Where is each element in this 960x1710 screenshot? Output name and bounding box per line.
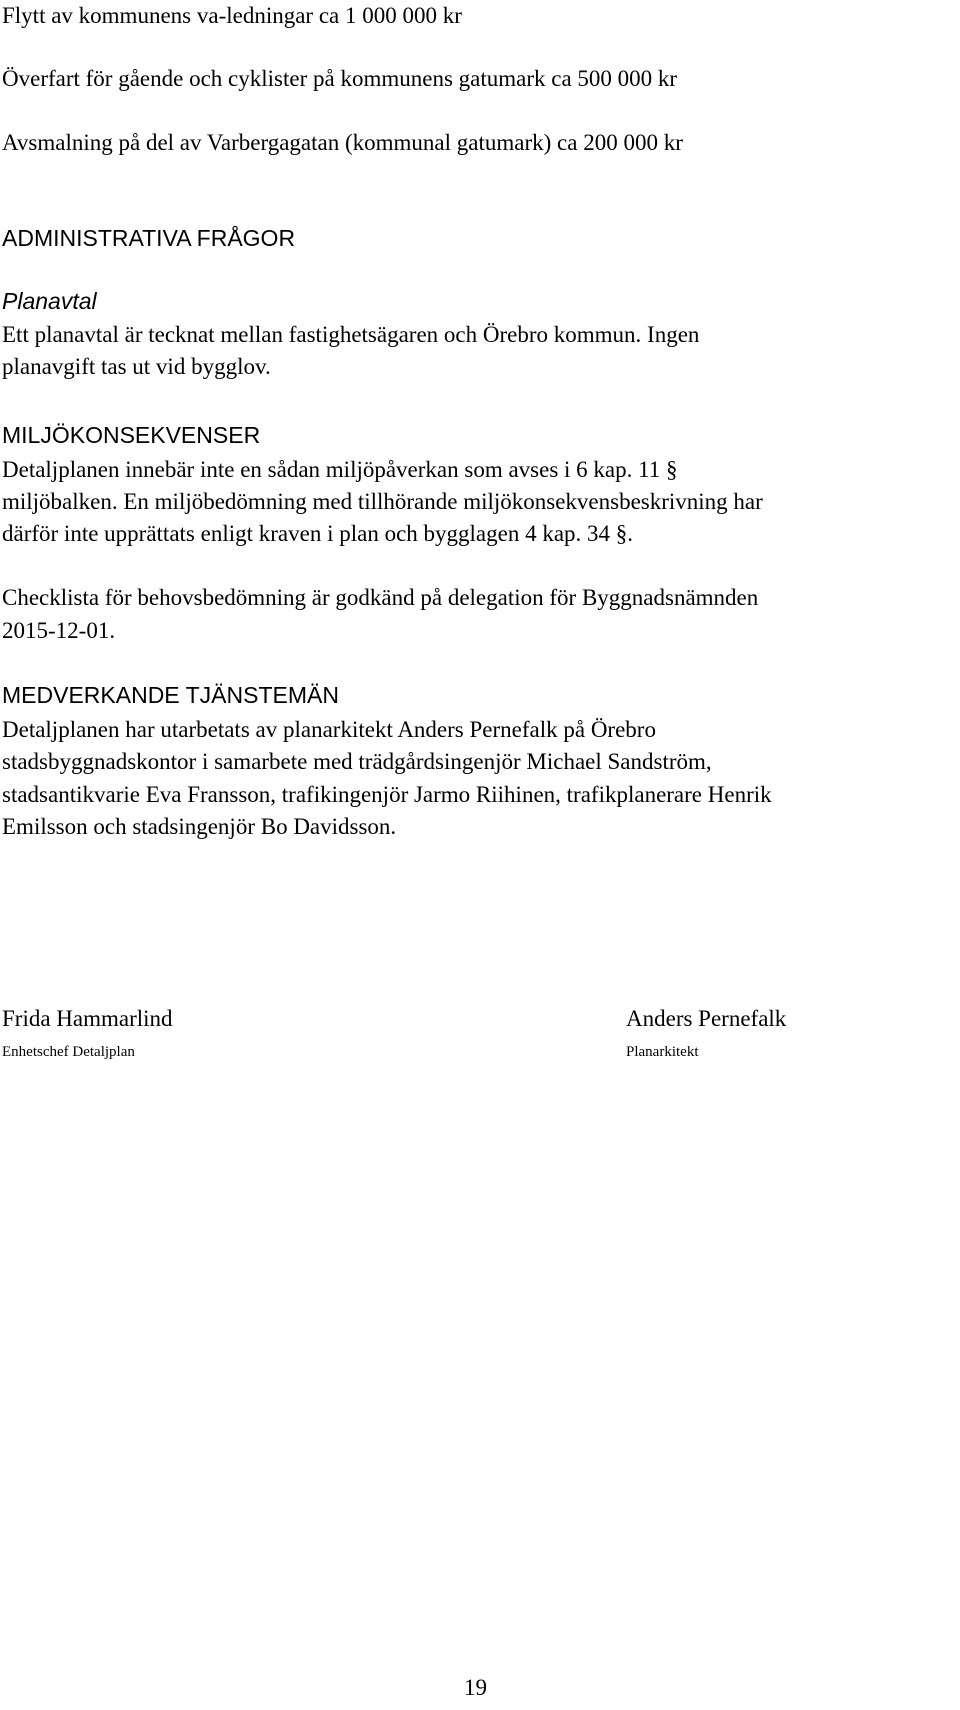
paragraph-line: Ett planavtal är tecknat mellan fastighetsägaren och Örebro kommun. Ingen xyxy=(2,322,700,347)
paragraph-line: stadsbyggnadskontor i samarbete med trädgårdsingenjör Michael Sandström, xyxy=(2,749,712,774)
signature-name: Anders Pernefalk xyxy=(626,1006,787,1031)
paragraph-line: stadsantikvarie Eva Fransson, trafikingenjör Jarmo Riihinen, trafikplanerare Henrik xyxy=(2,782,772,807)
paragraph-line: Checklista för behovsbedömning är godkänd på delegation för Byggnadsnämnden xyxy=(2,585,759,610)
section-heading-medverkande: MEDVERKANDE TJÄNSTEMÄN xyxy=(2,682,339,708)
paragraph-line: Detaljplanen har utarbetats av planarkitekt Anders Pernefalk på Örebro xyxy=(2,717,656,742)
paragraph-line: miljöbalken. En miljöbedömning med tillhörande miljökonsekvensbeskrivning har xyxy=(2,489,763,514)
section-heading-miljokonsekvenser: MILJÖKONSEKVENSER xyxy=(2,422,261,448)
subheading-planavtal: Planavtal xyxy=(2,288,97,314)
signature-title: Planarkitekt xyxy=(626,1044,699,1060)
signature-title: Enhetschef Detaljplan xyxy=(2,1044,135,1060)
cost-item: Avsmalning på del av Varbergagatan (kommunal gatumark) ca 200 000 kr xyxy=(2,130,683,155)
paragraph-line: Emilsson och stadsingenjör Bo Davidsson. xyxy=(2,814,397,839)
paragraph-line: planavgift tas ut vid bygglov. xyxy=(2,354,271,379)
section-heading-administrativa: ADMINISTRATIVA FRÅGOR xyxy=(2,225,296,251)
paragraph-line: därför inte upprättats enligt kraven i plan och bygglagen 4 kap. 34 §. xyxy=(2,521,634,546)
cost-item: Flytt av kommunens va-ledningar ca 1 000 000 kr xyxy=(2,3,462,28)
page-number: 19 xyxy=(464,1675,487,1700)
paragraph-line: 2015-12-01. xyxy=(2,618,116,643)
cost-item: Överfart för gående och cyklister på kommunens gatumark ca 500 000 kr xyxy=(2,66,678,91)
paragraph-line: Detaljplanen innebär inte en sådan miljöpåverkan som avses i 6 kap. 11 § xyxy=(2,457,678,482)
signature-name: Frida Hammarlind xyxy=(2,1006,173,1031)
